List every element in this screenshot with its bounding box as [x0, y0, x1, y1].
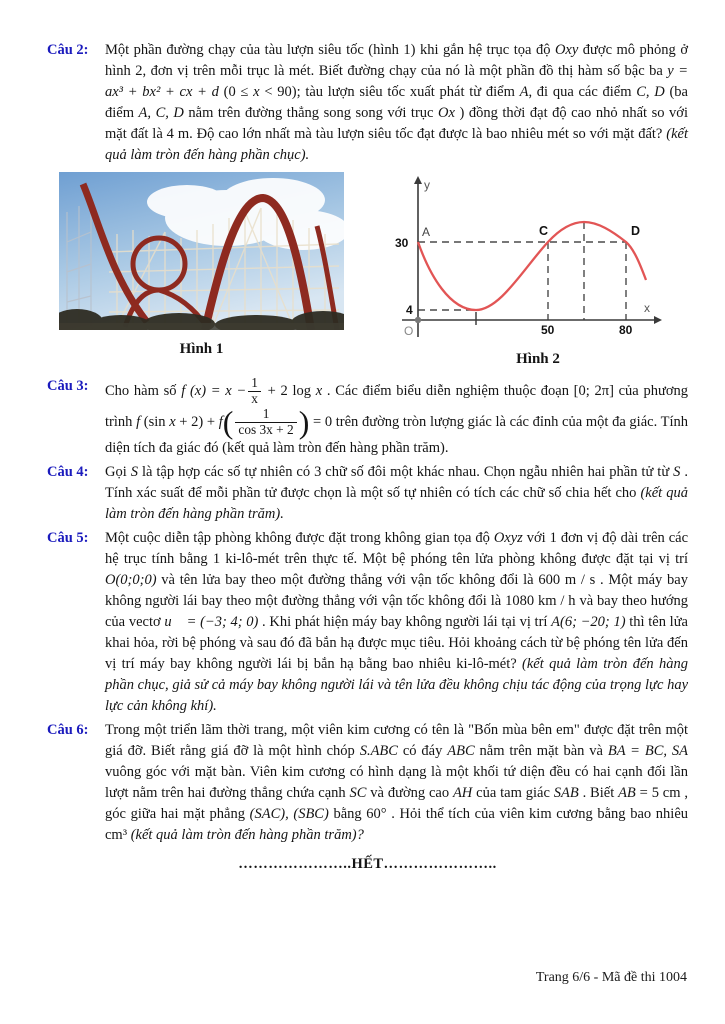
y-axis-arrow	[414, 176, 422, 184]
question-3-label: Câu 3:	[47, 378, 89, 394]
question-5-label: Câu 5:	[47, 529, 89, 546]
dashed-guides	[418, 222, 626, 320]
question-2	[47, 40, 688, 166]
question-2-text: Một phần đường chạy của tàu lượn siêu tốc (hình 1) khi gắn hệ trục tọa độ Oxy được mô phỏng ở hình 2, đơn vị trên mỗi trục là mét. Biết đường chạy của nó là một phần đồ thị hàm số bậc ba y = ax³ + bx² + cx + d (0 ≤ x < 90); tàu lượn siêu tốc xuất phát từ điểm A, đi qua các điểm C, D (ba điểm A, C, D nằm trên đường thẳng song song với trục Ox ) đồng thời đạt độ cao nhỏ nhất so với mặt đất là 4 m. Độ cao lớn nhất mà tàu lượn siêu tốc đạt được là bao nhiêu mét so với mặt đất? (kết quả làm tròn đến hàng phần chục).	[105, 42, 688, 163]
origin-dot	[415, 317, 421, 323]
end-of-exam-line: …………………..HẾT…………………..	[238, 855, 497, 872]
ground-strip	[59, 323, 344, 330]
question-6-label: Câu 6:	[47, 721, 89, 738]
point-d-label: D	[631, 224, 641, 238]
figure-2-caption: Hình 2	[516, 351, 560, 367]
point-a-label: A	[422, 225, 431, 239]
axes	[402, 182, 656, 337]
cubic-graph	[388, 172, 688, 344]
question-6	[47, 720, 688, 846]
question-2-label: Câu 2:	[47, 42, 89, 58]
page-footer: Trang 6/6 - Mã đề thi 1004	[535, 970, 687, 985]
figure-1-caption: Hình 1	[179, 341, 224, 357]
question-3	[47, 376, 688, 459]
question-4	[47, 462, 688, 525]
figure-hinh-2	[388, 172, 688, 368]
x-axis-label: x	[644, 301, 650, 315]
x-tick-50: 50	[541, 323, 555, 337]
y-tick-4: 4	[406, 303, 413, 317]
question-3-text: Cho hàm số f (x) = x − $\frac{1}{x}$ + 2 log x . Các điểm biểu diễn nghiệm thuộc đoạn [0; 2π] của phương trình f (sin x + 2) + f( $\frac{1}{\cos 3x + 2}$ ) = 0 trên đường tròn lượng giác là các đỉnh của một đa giác. Tính diện tích đa giác đó (kết quả làm tròn đến hàng phần trăm).	[105, 375, 689, 456]
figure-hinh-1	[59, 172, 344, 358]
figures-row	[59, 172, 688, 368]
question-5	[47, 528, 688, 717]
question-5-text: Một cuộc diễn tập phòng không được đặt trong không gian tọa độ Oxyz với 1 đơn vị độ dài trên các hệ trục tính bằng 1 ki-lô-mét trên thực tế. Một bệ phóng tên lửa phòng không được đặt tại vị trí O(0;0;0) và tên lửa bay theo một đường thẳng với vận tốc không đổi là 600 m / s . Một máy bay không người lái bay theo một đường thẳng với vận tốc không đổi là 1080 km / h và bay theo hướng của vectơ u⃗ = (−3; 4; 0) . Khi phát hiện máy bay không người lái tại vị trí A(6; −20; 1) thì tên lửa khai hỏa, rời bệ phóng và sau đó đã bắn hạ được mục tiêu. Hỏi khoảng cách từ bệ phóng tên lửa đến vị trí máy bay không người lái bị bắn hạ bằng bao nhiêu ki-lô-mét? (kết quả làm tròn đến hàng phần chục, giả sử cả máy bay không người lái và tên lửa đều không chịu tác động của trọng lực hay lực cản không khí).	[105, 529, 688, 714]
x-axis-arrow	[654, 316, 662, 324]
y-tick-30: 30	[395, 236, 409, 250]
cubic-curve	[418, 222, 646, 310]
y-axis-label: y	[424, 178, 430, 192]
question-6-text: Trong một triển lãm thời trang, một viên kim cương có tên là "Bốn mùa bên em" được đặt trên một giá đỡ. Biết rằng giá đỡ là một hình chóp S.ABC có đáy ABC nằm trên mặt bàn và BA = BC, SA vuông góc với mặt bàn. Viên kim cương có hình dạng là một khối tứ diện đều có hai cạnh đối lần lượt nằm trên hai đường thẳng chứa cạnh SC và đường cao AH của tam giác SAB . Biết AB = 5 cm , góc giữa hai mặt phẳng (SAC), (SBC) bằng 60° . Hỏi thể tích của viên kim cương bằng bao nhiêu cm³ (kết quả làm tròn đến hàng phần trăm)?	[105, 721, 689, 843]
origin-label: O	[404, 324, 414, 338]
point-c-label: C	[539, 224, 549, 238]
question-4-label: Câu 4:	[47, 463, 89, 480]
rollercoaster-photo	[59, 172, 344, 330]
x-tick-80: 80	[619, 323, 633, 337]
question-4-text: Gọi S là tập hợp các số tự nhiên có 3 chữ số đôi một khác nhau. Chọn ngẫu nhiên hai phần tử từ S . Tính xác suất để mỗi phần tử được chọn là một số tự nhiên có tích các chữ số chia hết cho (kết quả làm tròn đến hàng phần trăm).	[105, 463, 689, 522]
